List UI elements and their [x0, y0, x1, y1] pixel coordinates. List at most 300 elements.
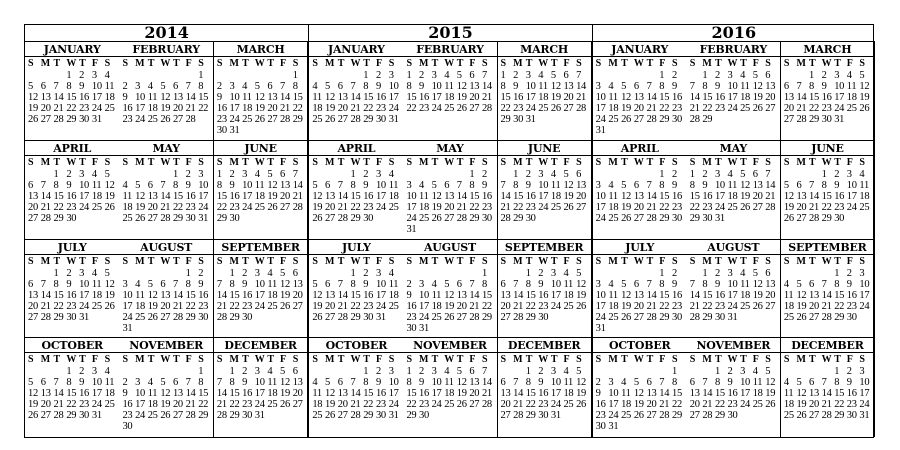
day-number: 15	[172, 190, 183, 202]
day-number: 8	[821, 179, 827, 191]
day-number: 3	[388, 70, 394, 81]
day-number: 2	[538, 366, 544, 378]
day-number: 8	[659, 278, 665, 290]
weekday-header	[596, 256, 685, 268]
day-number: 21	[292, 190, 303, 202]
day-number: 21	[796, 103, 807, 114]
weekday-label: S	[783, 354, 790, 366]
weekday-label: W	[444, 156, 455, 168]
day-number: 24	[375, 300, 386, 312]
day-number: 11	[563, 377, 573, 389]
weekday-label: T	[172, 354, 180, 366]
year-title: 2014	[25, 25, 308, 42]
day-number: 11	[254, 179, 265, 191]
weekday-header	[312, 58, 401, 70]
weekday-label: T	[337, 58, 345, 69]
day-number: 7	[40, 179, 46, 191]
day-number: 26	[752, 300, 763, 312]
day-number: 11	[727, 179, 738, 191]
day-number: 5	[550, 70, 556, 81]
day-grid	[28, 268, 117, 323]
day-number: 22	[350, 201, 361, 213]
day-number: 17	[198, 190, 209, 202]
day-number: 3	[595, 81, 601, 92]
day-number: 10	[79, 278, 89, 290]
day-number: 7	[821, 278, 827, 290]
day-number: 1	[363, 366, 369, 378]
day-number: 31	[91, 410, 102, 422]
weekday-label: W	[444, 354, 455, 366]
day-number: 19	[104, 289, 115, 301]
day-number: 20	[28, 300, 38, 312]
day-number: 28	[216, 311, 227, 323]
blank-day	[647, 70, 660, 81]
day-number: 14	[646, 289, 657, 301]
day-number: 2	[79, 70, 85, 81]
day-number: 8	[363, 81, 369, 92]
day-number: 12	[325, 92, 335, 103]
day-number: 13	[576, 179, 586, 191]
day-number: 26	[563, 201, 574, 213]
weekday-label: T	[79, 58, 86, 69]
day-number: 4	[147, 377, 153, 389]
day-number: 22	[714, 399, 725, 411]
day-number: 3	[740, 366, 746, 378]
weekday-header	[784, 157, 872, 169]
day-number: 18	[267, 289, 278, 301]
day-number: 10	[727, 278, 738, 290]
day-number: 22	[525, 300, 536, 312]
day-number: 20	[765, 92, 776, 103]
blank-day	[28, 70, 41, 81]
month-november	[403, 338, 497, 437]
weekday-label: T	[525, 156, 533, 168]
day-number: 15	[702, 289, 713, 301]
day-number: 25	[431, 311, 442, 323]
month-name: JULY	[309, 241, 403, 255]
day-number: 1	[702, 267, 708, 279]
day-number: 22	[406, 399, 417, 411]
day-number: 27	[337, 410, 348, 422]
day-number: 26	[267, 201, 278, 213]
day-number: 20	[689, 399, 700, 411]
day-number: 14	[337, 289, 348, 301]
day-number: 10	[375, 278, 386, 290]
day-number: 27	[147, 212, 158, 224]
weekday-label: S	[312, 58, 318, 69]
day-number: 5	[621, 179, 627, 191]
blank-day	[784, 268, 797, 279]
day-grid	[217, 366, 305, 421]
day-number: 28	[160, 212, 171, 224]
blank-day	[135, 169, 148, 180]
weekday-header	[406, 58, 494, 70]
day-number: 27	[783, 114, 794, 125]
day-number: 29	[702, 311, 713, 323]
day-number: 13	[469, 377, 480, 389]
weekday-label: S	[406, 156, 412, 168]
day-number: 26	[859, 103, 870, 114]
day-number: 16	[242, 388, 253, 400]
month-october	[25, 338, 119, 437]
day-number: 26	[325, 114, 335, 125]
day-number: 10	[419, 289, 429, 301]
weekday-label: F	[846, 255, 853, 267]
day-number: 10	[431, 81, 442, 92]
day-number: 7	[337, 278, 343, 290]
day-number: 25	[267, 300, 278, 312]
month-july	[593, 240, 687, 339]
weekday-label: T	[53, 58, 61, 69]
day-number: 31	[229, 125, 240, 136]
day-number: 1	[229, 267, 235, 279]
day-number: 9	[821, 81, 827, 92]
day-number: 23	[185, 201, 196, 213]
weekday-label: S	[765, 354, 771, 366]
day-number: 23	[122, 410, 133, 422]
day-number: 15	[406, 92, 417, 103]
day-number: 24	[419, 311, 429, 323]
day-number: 16	[702, 190, 713, 202]
day-number: 22	[672, 399, 682, 411]
blank-day	[621, 70, 634, 81]
day-grid	[122, 268, 210, 334]
day-number: 29	[659, 212, 670, 224]
day-number: 3	[406, 179, 412, 191]
day-number: 9	[185, 179, 191, 191]
day-grid	[596, 366, 685, 432]
day-number: 15	[53, 190, 64, 202]
day-number: 28	[821, 410, 832, 422]
day-number: 2	[714, 267, 720, 279]
day-number: 17	[254, 388, 265, 400]
day-number: 10	[595, 190, 606, 202]
weekday-label: S	[765, 255, 771, 267]
day-number: 17	[135, 399, 145, 411]
day-number: 8	[53, 179, 59, 191]
day-number: 6	[40, 377, 46, 389]
day-number: 30	[79, 410, 89, 422]
day-number: 19	[431, 201, 442, 213]
month-november	[687, 338, 781, 437]
day-number: 22	[834, 399, 845, 411]
day-number: 8	[834, 377, 840, 389]
day-number: 9	[79, 377, 85, 389]
day-number: 1	[198, 70, 204, 81]
day-number: 31	[525, 114, 536, 125]
day-number: 26	[280, 300, 290, 312]
day-number: 11	[91, 278, 102, 290]
blank-day	[596, 268, 609, 279]
weekday-label: T	[456, 354, 464, 366]
day-number: 1	[702, 70, 708, 81]
day-number: 3	[254, 366, 260, 378]
weekday-label: F	[752, 354, 759, 366]
day-number: 10	[229, 92, 240, 103]
day-number: 24	[254, 300, 265, 312]
day-number: 10	[859, 377, 870, 389]
weekday-label: M	[40, 354, 51, 366]
day-grid	[690, 366, 778, 421]
day-grid	[596, 70, 685, 136]
day-number: 20	[40, 399, 51, 411]
day-number: 14	[185, 92, 196, 103]
day-number: 5	[576, 366, 582, 378]
blank-day	[796, 268, 809, 279]
day-number: 27	[28, 212, 38, 224]
day-number: 4	[91, 267, 97, 279]
month-december	[781, 338, 875, 437]
day-number: 12	[104, 179, 115, 191]
weekday-label: W	[444, 58, 455, 69]
day-number: 24	[714, 201, 725, 213]
day-number: 17	[135, 103, 145, 114]
day-number: 20	[337, 399, 348, 411]
blank-day	[160, 366, 173, 377]
day-number: 2	[66, 267, 72, 279]
weekday-label: F	[185, 354, 192, 366]
day-number: 7	[796, 81, 802, 92]
day-grid	[784, 268, 872, 323]
day-number: 28	[646, 311, 657, 323]
day-number: 15	[185, 289, 196, 301]
day-number: 16	[122, 103, 133, 114]
blank-day	[796, 366, 809, 377]
day-number: 6	[633, 81, 639, 92]
day-number: 7	[160, 179, 166, 191]
weekday-label: W	[727, 58, 738, 69]
day-number: 16	[66, 289, 77, 301]
day-number: 25	[550, 201, 561, 213]
weekday-header	[406, 157, 494, 169]
day-number: 18	[740, 92, 751, 103]
day-number: 6	[633, 179, 639, 191]
blank-day	[338, 366, 351, 377]
weekday-label: T	[834, 58, 841, 69]
day-number: 19	[752, 289, 763, 301]
day-number: 24	[550, 300, 561, 312]
weekday-label: T	[53, 255, 61, 267]
day-number: 29	[185, 311, 196, 323]
day-number: 1	[363, 70, 369, 81]
day-number: 24	[242, 201, 253, 213]
day-number: 23	[229, 201, 240, 213]
weekday-label: F	[659, 354, 666, 366]
day-number: 18	[312, 103, 323, 114]
blank-day	[135, 70, 148, 81]
weekday-label: W	[66, 58, 77, 69]
day-number: 1	[172, 168, 178, 180]
month-name: AUGUST	[687, 241, 780, 255]
weekday-label: M	[419, 255, 429, 267]
day-number: 29	[821, 212, 832, 224]
weekday-label: T	[267, 354, 275, 366]
day-number: 29	[481, 311, 492, 323]
day-number: 25	[563, 399, 574, 411]
blank-day	[621, 366, 634, 377]
day-number: 23	[216, 114, 227, 125]
blank-day	[217, 366, 230, 377]
day-number: 2	[375, 366, 381, 378]
day-number: 29	[350, 311, 361, 323]
day-number: 7	[646, 179, 652, 191]
weekday-label: W	[254, 58, 265, 69]
weekday-label: M	[229, 156, 239, 168]
day-grid	[217, 169, 305, 224]
day-number: 12	[267, 179, 278, 191]
day-number: 22	[216, 201, 227, 213]
day-number: 24	[834, 103, 845, 114]
weekday-label: S	[859, 58, 865, 69]
day-number: 13	[469, 81, 480, 92]
weekday-label: T	[431, 354, 439, 366]
weekday-label: W	[633, 354, 644, 366]
day-number: 17	[79, 190, 89, 202]
blank-day	[135, 366, 148, 377]
day-number: 26	[765, 399, 776, 411]
weekday-label: S	[481, 58, 488, 69]
day-number: 16	[481, 190, 492, 202]
day-number: 6	[280, 168, 285, 180]
day-number: 19	[104, 190, 115, 202]
day-number: 22	[350, 300, 361, 312]
weekday-label: S	[576, 255, 582, 267]
day-number: 10	[388, 377, 399, 389]
day-number: 7	[500, 179, 506, 191]
weekday-label: S	[104, 255, 111, 267]
day-number: 22	[702, 300, 713, 312]
month-june	[781, 141, 875, 240]
day-number: 20	[172, 103, 183, 114]
day-number: 20	[796, 201, 807, 213]
day-number: 27	[809, 311, 819, 323]
day-number: 10	[846, 179, 857, 191]
day-number: 1	[481, 267, 487, 279]
weekday-label: T	[79, 354, 86, 366]
day-number: 20	[325, 201, 335, 213]
day-number: 25	[859, 201, 870, 213]
day-number: 13	[765, 278, 776, 290]
day-number: 23	[672, 300, 682, 312]
weekday-label: M	[40, 255, 51, 267]
day-number: 22	[198, 103, 209, 114]
day-number: 24	[135, 114, 145, 125]
month-march	[498, 42, 592, 141]
day-number: 13	[633, 92, 644, 103]
day-number: 11	[538, 81, 548, 92]
weekday-label: T	[809, 255, 816, 267]
day-number: 12	[633, 388, 644, 400]
day-number: 8	[525, 278, 531, 290]
day-number: 9	[525, 179, 531, 191]
weekday-header	[690, 354, 778, 366]
day-number: 29	[53, 212, 64, 224]
day-number: 18	[104, 92, 115, 103]
day-number: 6	[646, 377, 652, 389]
day-number: 2	[419, 366, 424, 378]
day-number: 31	[91, 114, 102, 125]
day-number: 7	[350, 81, 356, 92]
day-number: 27	[809, 410, 819, 422]
day-number: 13	[796, 190, 807, 202]
day-number: 5	[325, 81, 330, 92]
day-number: 14	[821, 289, 832, 301]
month-name: FEBRUARY	[403, 43, 496, 57]
day-number: 11	[431, 289, 442, 301]
day-number: 5	[147, 278, 153, 290]
day-number: 4	[91, 168, 97, 180]
blank-day	[230, 70, 243, 81]
day-number: 18	[104, 388, 115, 400]
day-number: 2	[834, 168, 840, 180]
day-number: 24	[375, 201, 386, 213]
month-name: DECEMBER	[214, 339, 307, 353]
day-number: 17	[740, 388, 751, 400]
day-grid	[312, 169, 401, 224]
day-number: 12	[456, 81, 467, 92]
day-number: 27	[456, 311, 467, 323]
weekday-label: F	[91, 58, 98, 69]
blank-day	[647, 169, 660, 180]
day-number: 23	[198, 300, 209, 312]
day-number: 30	[672, 311, 682, 323]
day-number: 29	[702, 114, 713, 125]
day-number: 18	[419, 201, 429, 213]
day-number: 21	[646, 300, 657, 312]
day-number: 6	[147, 179, 153, 191]
day-number: 11	[312, 92, 322, 103]
day-number: 1	[672, 366, 677, 378]
day-number: 6	[796, 179, 802, 191]
day-number: 27	[28, 311, 38, 323]
day-number: 15	[406, 388, 417, 400]
day-number: 5	[796, 377, 802, 389]
day-number: 1	[406, 70, 412, 81]
day-number: 13	[172, 92, 183, 103]
day-number: 23	[513, 103, 524, 114]
day-number: 1	[513, 168, 519, 180]
weekday-label: W	[350, 255, 361, 267]
day-number: 24	[608, 410, 619, 422]
weekday-header	[312, 256, 401, 268]
weekday-label: T	[172, 58, 180, 69]
day-number: 12	[783, 190, 794, 202]
day-number: 16	[66, 190, 77, 202]
day-number: 12	[563, 179, 574, 191]
day-number: 14	[216, 388, 227, 400]
day-number: 30	[834, 212, 845, 224]
weekday-label: S	[312, 354, 318, 366]
weekday-label: T	[456, 58, 464, 69]
month-name: MARCH	[781, 43, 874, 57]
weekday-label: S	[388, 255, 395, 267]
month-may	[119, 141, 213, 240]
day-number: 29	[714, 410, 725, 422]
day-number: 11	[740, 278, 750, 290]
day-number: 4	[846, 70, 852, 81]
day-number: 13	[325, 289, 335, 301]
day-number: 4	[752, 366, 758, 378]
blank-day	[160, 268, 173, 279]
day-number: 15	[659, 92, 670, 103]
weekday-label: T	[456, 156, 464, 168]
day-grid	[312, 366, 401, 421]
day-number: 20	[563, 92, 574, 103]
weekday-header	[596, 58, 685, 70]
day-number: 8	[809, 81, 814, 92]
day-number: 8	[406, 81, 412, 92]
blank-day	[596, 169, 609, 180]
